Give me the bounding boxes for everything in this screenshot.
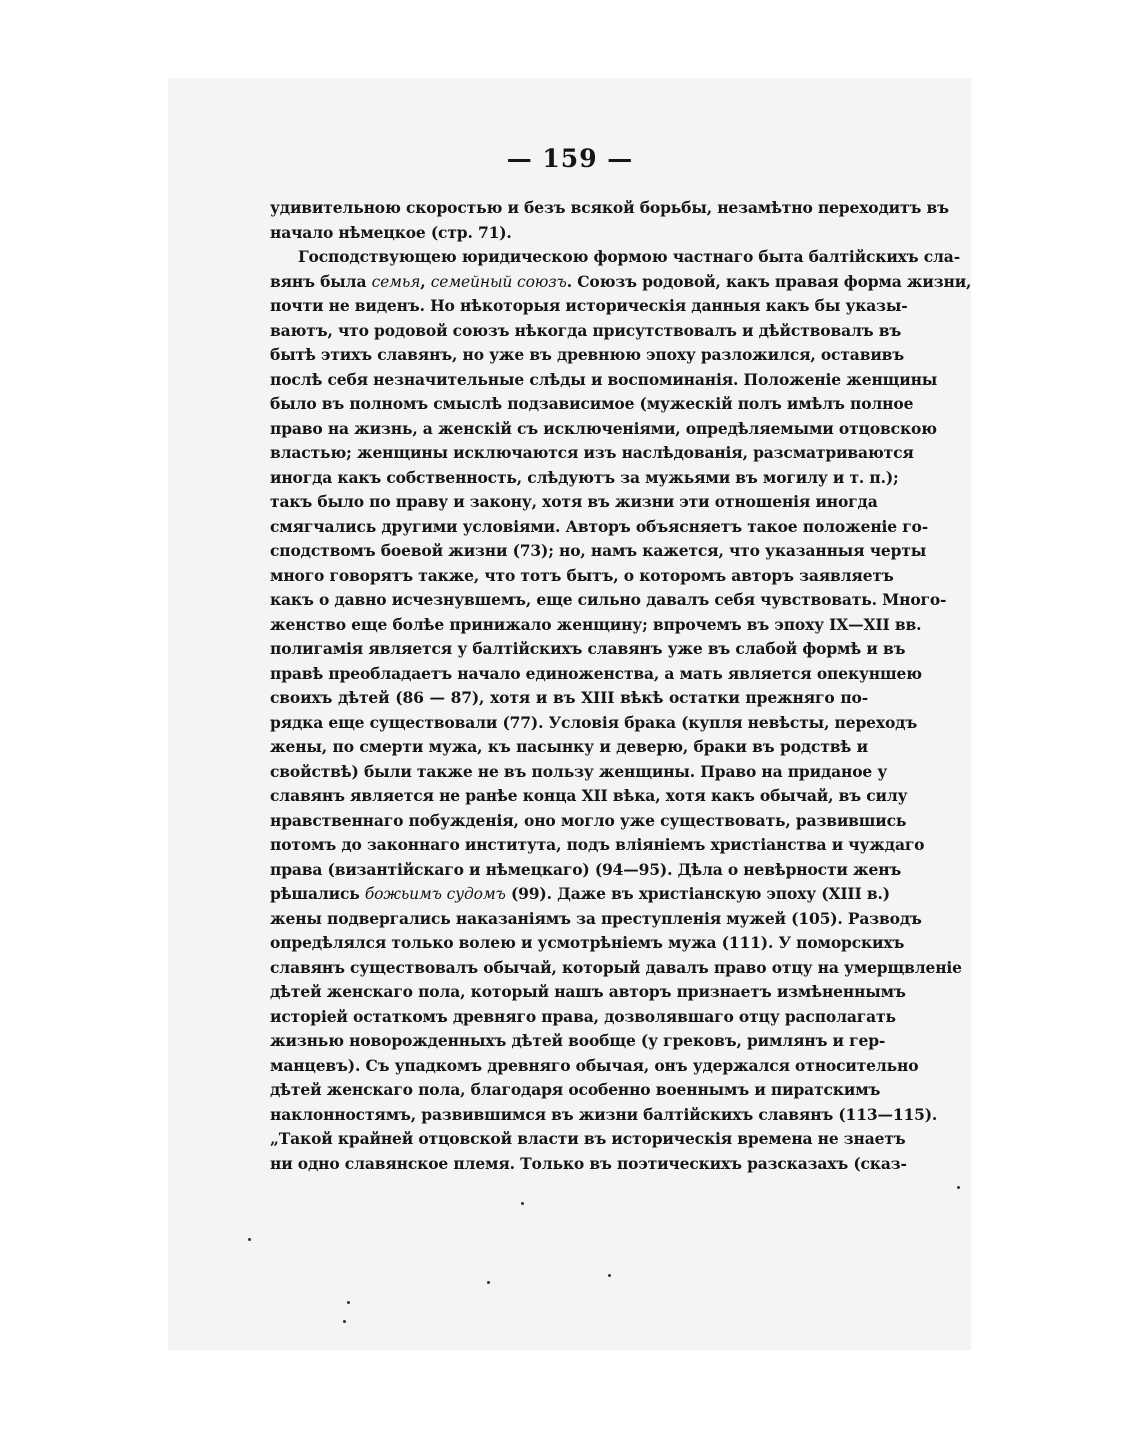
- text-segment: (99). Даже въ христіанскую эпоху (XIII в.): [505, 884, 890, 903]
- page-number: — 159 —: [506, 144, 634, 173]
- text-line: ни одно славянское племя. Только въ поэтическихъ разсказахъ (сказ-: [270, 1153, 907, 1173]
- body-text: [270, 196, 972, 1176]
- text-line: такъ было по праву и закону, хотя въ жизни эти отношенія иногда: [270, 492, 878, 511]
- text-line: бытѣ этихъ славянъ, но уже въ древнюю эпоху разложился, оставивъ: [270, 345, 905, 364]
- text-line: жены, по смерти мужа, къ пасынку и деверю, браки въ родствѣ и: [270, 737, 868, 756]
- text-line: жизнью новорожденныхъ дѣтей вообще (у грековъ, римлянъ и гер-: [270, 1031, 886, 1050]
- text-segment: . Союзъ родовой, какъ правая форма жизни,: [566, 271, 972, 291]
- scan-speck: [248, 1238, 251, 1241]
- text-line: какъ о давно исчезнувшемъ, еще сильно давалъ себя чувствовать. Много-: [270, 590, 947, 609]
- text-line: наклонностямъ, развившимся въ жизни балтійскихъ славянъ (113—115).: [270, 1104, 938, 1124]
- text-line: право на жизнь, а женскій съ исключеніями, опредѣляемыми отцовскою: [270, 418, 937, 438]
- text-line: начало нѣмецкое (стр. 71).: [270, 222, 512, 242]
- text-line: было въ полномъ смыслѣ подзависимое (мужескій полъ имѣлъ полное: [270, 394, 914, 413]
- text-line: полигамія является у балтійскихъ славянъ уже въ слабой формѣ и въ: [270, 639, 906, 658]
- text-line: иногда какъ собственность, слѣдуютъ за мужьями въ могилу и т. п.);: [270, 467, 899, 487]
- text-line: „Такой крайней отцовской власти въ историческія времена не знаетъ: [270, 1129, 906, 1148]
- text-line: права (византійскаго и нѣмецкаго) (94—95). Дѣла о невѣрности женъ: [270, 859, 902, 879]
- text-line: дѣтей женскаго пола, благодаря особенно военнымъ и пиратскимъ: [270, 1080, 881, 1099]
- text-line: удивительною скоростью и безъ всякой борьбы, незамѣтно переходитъ въ: [270, 198, 949, 217]
- text-line: [270, 882, 890, 907]
- text-line: [270, 270, 972, 295]
- text-line: свойствѣ) были также не въ пользу женщины. Право на приданое у: [270, 761, 888, 781]
- text-line: своихъ дѣтей (86 — 87), хотя и въ XIII вѣкѣ остатки прежняго по-: [270, 688, 868, 707]
- italic-term: семья: [371, 272, 421, 291]
- text-line: много говорятъ также, что тотъ бытъ, о которомъ авторъ заявляетъ: [270, 565, 894, 585]
- text-line: правѣ преобладаетъ начало единоженства, а мать является опекуншею: [270, 663, 922, 683]
- text-line: Господствующею юридическою формою частнаго быта балтійскихъ сла-: [298, 247, 960, 266]
- text-line: дѣтей женскаго пола, который нашъ авторъ признаетъ измѣненнымъ: [270, 982, 906, 1001]
- text-line: нравственнаго побужденія, оно могло уже существовать, развившись: [270, 810, 907, 830]
- scan-speck: [608, 1274, 611, 1277]
- scan-speck: [343, 1320, 346, 1323]
- scan-speck: [521, 1202, 524, 1205]
- text-line: жены подвергались наказаніямъ за преступленія мужей (105). Разводъ: [270, 908, 922, 928]
- text-line: опредѣлялся только волею и усмотрѣніемъ мужа (111). У поморскихъ: [270, 933, 905, 952]
- text-line: ваютъ, что родовой союзъ нѣкогда присутствовалъ и дѣйствовалъ въ: [270, 320, 902, 340]
- text-line: исторіей остаткомъ древняго права, дозволявшаго отцу располагать: [270, 1006, 896, 1026]
- text-line: смягчались другими условіями. Авторъ объясняетъ такое положеніе го-: [270, 516, 929, 536]
- scan-speck: [487, 1281, 490, 1284]
- text-line: славянъ существовалъ обычай, который давалъ право отцу на умерщвленіе: [270, 957, 962, 977]
- italic-term: божьимъ судомъ: [364, 885, 506, 903]
- text-line: манцевъ). Съ упадкомъ древняго обычая, онъ удержался относительно: [270, 1055, 919, 1075]
- text-line: властью; женщины исключаются изъ наслѣдованія, разсматриваются: [270, 443, 914, 462]
- text-segment: рѣшались: [270, 884, 365, 903]
- text-segment: ,: [420, 271, 431, 291]
- scan-speck: [957, 1186, 960, 1189]
- scan-speck: [347, 1301, 350, 1304]
- text-line: славянъ является не ранѣе конца XII вѣка, хотя какъ обычай, въ силу: [270, 786, 908, 805]
- text-line: рядка еще существовали (77). Условія брака (купля невѣсты, переходъ: [270, 712, 918, 732]
- text-line: почти не виденъ. Но нѣкоторыя историческія данныя какъ бы указы-: [270, 296, 908, 315]
- italic-term: семейный союзъ: [430, 272, 567, 291]
- text-line: сподствомъ боевой жизни (73); но, намъ кажется, что указанныя черты: [270, 541, 927, 560]
- text-line: послѣ себя незначительные слѣды и воспоминанія. Положеніе женщины: [270, 369, 938, 389]
- text-line: потомъ до законнаго института, подъ вліяніемъ христіанства и чуждаго: [270, 835, 925, 854]
- text-line: женство еще болѣе принижало женщину; впрочемъ въ эпоху IX—XII вв.: [270, 614, 922, 634]
- text-segment: вянъ была: [270, 271, 372, 291]
